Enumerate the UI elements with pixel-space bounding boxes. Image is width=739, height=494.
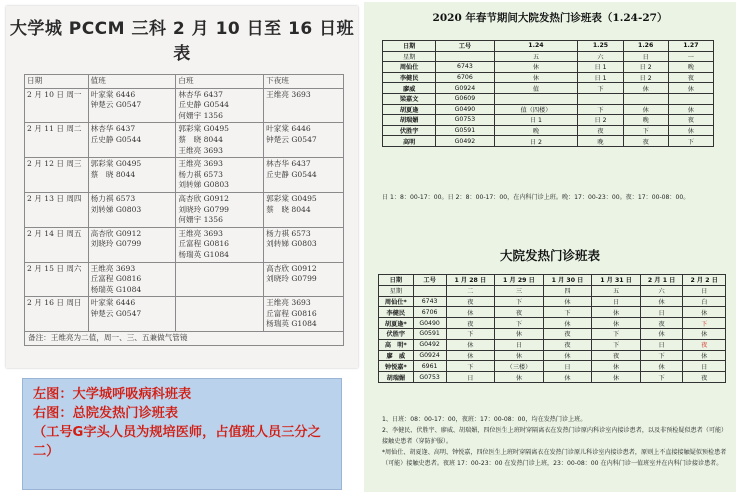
weekday-cell: 五 bbox=[592, 285, 641, 296]
shift-cell bbox=[668, 93, 713, 104]
header-cell: 2 月 2 日 bbox=[683, 275, 726, 286]
staff-id: 6743 bbox=[413, 296, 446, 307]
table-row bbox=[25, 123, 344, 158]
staff-entry: 王维亮 3693 bbox=[266, 89, 311, 99]
staff-entry: 郭彩棠 G0495 bbox=[178, 124, 229, 134]
header-cell: 1 月 31 日 bbox=[592, 275, 641, 286]
shift-cell: 夜 bbox=[495, 307, 544, 318]
left-schedule-photo bbox=[6, 6, 358, 368]
shift-cell: 休 bbox=[683, 307, 726, 318]
header-cell: 工号 bbox=[436, 41, 494, 52]
table-row bbox=[25, 158, 344, 193]
cell-night bbox=[264, 158, 344, 193]
table-row bbox=[379, 296, 726, 307]
shift-cell: 晚 bbox=[623, 115, 668, 126]
cell-duty bbox=[88, 262, 176, 297]
weekday-cell: 五 bbox=[494, 51, 578, 62]
cell-date: 2 月 13 日 周四 bbox=[25, 192, 89, 227]
shift-cell: 夜 bbox=[592, 350, 641, 361]
shift-time-note: 日 1：8：00-17：00。日 2：8：00-17：00，在内科门诊上班。晚：17：00-23：00。夜：17：00-08：00。 bbox=[382, 194, 690, 201]
shift-cell: 日 bbox=[640, 307, 683, 318]
shift-cell: 休 bbox=[495, 350, 544, 361]
table-row bbox=[379, 339, 726, 350]
staff-id: 6706 bbox=[436, 72, 494, 83]
shift-cell: 下 bbox=[668, 136, 713, 147]
table-body bbox=[383, 51, 714, 146]
staff-name: 胡瑞媚 bbox=[383, 115, 436, 126]
shift-cell: 日 2 bbox=[494, 136, 578, 147]
table-row bbox=[379, 372, 726, 383]
cell-day bbox=[176, 262, 264, 297]
staff-entry: 何姗宇 1356 bbox=[178, 215, 223, 225]
shift-cell: 日 1 bbox=[578, 62, 623, 73]
staff-entry: 高杏欣 G0912 bbox=[178, 193, 229, 203]
weekday-cell: 六 bbox=[578, 51, 623, 62]
shift-cell: 下 bbox=[578, 104, 623, 115]
staff-id: G0492 bbox=[436, 136, 494, 147]
shift-cell: 休 bbox=[494, 62, 578, 73]
shift-cell: 休 bbox=[668, 125, 713, 136]
cell-day bbox=[176, 297, 264, 332]
staff-entry: 王维亮 3693 bbox=[178, 228, 223, 238]
staff-entry: 钟楚云 G0547 bbox=[266, 134, 317, 144]
staff-entry: 杨瑞英 G1084 bbox=[90, 284, 142, 294]
shift-cell: 下 bbox=[623, 125, 668, 136]
shift-cell: 值 bbox=[494, 83, 578, 94]
staff-entry: 郭彩棠 G0495 bbox=[90, 159, 142, 169]
cell-duty bbox=[88, 297, 176, 332]
shift-cell: 休 bbox=[592, 372, 641, 383]
staff-entry: 叶家棠 6446 bbox=[90, 298, 136, 308]
note-line: 1、日班：08：00-17：00，夜班：17：00-08：00，均在发热门诊上班。 bbox=[382, 416, 587, 423]
staff-name: 周仙仕 bbox=[383, 62, 436, 73]
shift-cell: 值（四楼） bbox=[494, 104, 578, 115]
shift-cell: 休 bbox=[623, 104, 668, 115]
staff-id: G0924 bbox=[413, 350, 446, 361]
table-row bbox=[383, 62, 714, 73]
table-row bbox=[25, 192, 344, 227]
shift-cell: 夜 bbox=[446, 318, 495, 329]
staff-entry: 刘转娣 G0803 bbox=[90, 204, 142, 214]
staff-entry: 林杏华 6437 bbox=[266, 159, 311, 169]
weekday-cell bbox=[413, 285, 446, 296]
table-row bbox=[379, 307, 726, 318]
cell-duty bbox=[88, 192, 176, 227]
staff-id: G0609 bbox=[436, 93, 494, 104]
left-table-body bbox=[25, 88, 344, 345]
shift-cell: 下 bbox=[640, 372, 683, 383]
staff-entry: 王维亮 3693 bbox=[266, 298, 311, 308]
staff-name: 李健民 bbox=[383, 72, 436, 83]
cell-day bbox=[176, 88, 264, 123]
remark-cell: 备注：王维亮为二值，周一、三、五兼做气管镜 bbox=[25, 332, 344, 346]
staff-name: 胡夏逢* bbox=[379, 318, 414, 329]
shift-cell: 日 bbox=[640, 339, 683, 350]
staff-name: 伏胜宇 bbox=[379, 328, 414, 339]
fever-clinic-schedule-table bbox=[378, 274, 726, 383]
staff-name: 李健民 bbox=[379, 307, 414, 318]
shift-cell: 晚 bbox=[494, 125, 578, 136]
shift-cell: 休 bbox=[623, 83, 668, 94]
shift-cell: 休 bbox=[543, 318, 592, 329]
cell-night bbox=[264, 123, 344, 158]
header-cell: 1 月 28 日 bbox=[446, 275, 495, 286]
staff-entry: 丘史静 G0544 bbox=[178, 100, 229, 110]
shift-cell: 日 1 bbox=[494, 115, 578, 126]
staff-id: 6961 bbox=[413, 361, 446, 372]
staff-entry: 刘转娣 G0803 bbox=[178, 180, 229, 190]
staff-entry: 刘晓玲 G0799 bbox=[266, 274, 317, 284]
shift-cell: 日 bbox=[683, 361, 726, 372]
header-cell: 1.25 bbox=[578, 41, 623, 52]
weekday-row bbox=[383, 51, 714, 62]
staff-entry: 杨力祺 6573 bbox=[90, 193, 136, 203]
shift-cell: 休 bbox=[592, 307, 641, 318]
shift-cell: （三楼） bbox=[495, 361, 544, 372]
staff-id: G0924 bbox=[436, 83, 494, 94]
staff-entry: 高杏欣 G0912 bbox=[266, 263, 317, 273]
staff-entry: 杨力祺 6573 bbox=[178, 169, 223, 179]
shift-cell: 夜 bbox=[683, 372, 726, 383]
table-row bbox=[379, 318, 726, 329]
header-cell: 日期 bbox=[383, 41, 436, 52]
shift-cell: 休 bbox=[668, 104, 713, 115]
shift-cell: 下 bbox=[495, 318, 544, 329]
note-line: 2、李健民、伏胜宇、廖威、胡瑞媚，四位医生上班时穿隔离衣在发热门诊原内科诊室内接诊患者，以及非预检疑似患者（可能）接触史患者（穿防护服）。 bbox=[382, 427, 728, 445]
staff-entry: 钟楚云 G0547 bbox=[90, 308, 142, 318]
cell-night bbox=[264, 192, 344, 227]
staff-name: 廖 威 bbox=[379, 350, 414, 361]
staff-entry: 蔡 晓 8044 bbox=[266, 204, 311, 214]
staff-name: 周仙仕* bbox=[379, 296, 414, 307]
staff-entry: 叶家棠 6446 bbox=[90, 89, 136, 99]
shift-cell: 下 bbox=[446, 361, 495, 372]
shift-cell: 日 2 bbox=[623, 62, 668, 73]
weekday-cell: 星期 bbox=[379, 285, 414, 296]
shift-cell: 下 bbox=[495, 296, 544, 307]
staff-entry: 王维亮 3693 bbox=[90, 263, 136, 273]
shift-cell: 下 bbox=[592, 339, 641, 350]
table-row bbox=[383, 83, 714, 94]
header-cell: 工号 bbox=[413, 275, 446, 286]
staff-entry: 丘富程 G0816 bbox=[90, 274, 142, 284]
weekday-cell: 二 bbox=[446, 285, 495, 296]
cell-date: 2 月 16 日 周日 bbox=[25, 297, 89, 332]
cell-day bbox=[176, 123, 264, 158]
staff-entry: 何姗宇 1356 bbox=[178, 110, 223, 120]
shift-cell: 夜 bbox=[446, 296, 495, 307]
shift-cell: 休 bbox=[446, 307, 495, 318]
shift-cell: 下 bbox=[446, 328, 495, 339]
shift-cell: 休 bbox=[543, 296, 592, 307]
weekday-row bbox=[379, 285, 726, 296]
table-row bbox=[25, 88, 344, 123]
staff-name: 廖威 bbox=[383, 83, 436, 94]
cell-duty bbox=[88, 158, 176, 193]
table-row bbox=[383, 115, 714, 126]
staff-entry: 杨瑞英 G1084 bbox=[178, 249, 229, 259]
cell-night bbox=[264, 297, 344, 332]
shift-cell: 休 bbox=[668, 83, 713, 94]
shift-cell bbox=[494, 93, 578, 104]
shift-cell bbox=[623, 93, 668, 104]
header-cell: 1 月 30 日 bbox=[543, 275, 592, 286]
cell-date: 2 月 14 日 周五 bbox=[25, 227, 89, 262]
shift-cell: 夜 bbox=[668, 115, 713, 126]
shift-cell: 休 bbox=[495, 328, 544, 339]
weekday-cell: 六 bbox=[640, 285, 683, 296]
cell-night bbox=[264, 88, 344, 123]
shift-cell: 夜 bbox=[640, 318, 683, 329]
staff-name: 伏胜宇 bbox=[383, 125, 436, 136]
staff-entry: 叶家棠 6446 bbox=[266, 124, 311, 134]
weekday-cell: 四 bbox=[543, 285, 592, 296]
caption-right: 右图：总院发热门诊班表 bbox=[33, 406, 179, 421]
cell-duty bbox=[88, 227, 176, 262]
spring-festival-schedule-title: 2020 年春节期间大院发热门诊班表（1.24-27） bbox=[432, 12, 668, 24]
table-row bbox=[379, 350, 726, 361]
shift-cell: 晚 bbox=[578, 136, 623, 147]
table-row bbox=[25, 262, 344, 297]
header-day-shift: 白班 bbox=[176, 75, 264, 89]
staff-entry: 王维亮 3693 bbox=[178, 159, 223, 169]
left-schedule-title: 大学城 PCCM 三科 2 月 10 日至 16 日班表 bbox=[9, 19, 355, 64]
staff-entry: 丘史静 G0544 bbox=[266, 169, 317, 179]
shift-cell: 休 bbox=[543, 372, 592, 383]
table-row bbox=[383, 125, 714, 136]
note-line: *周仙仕、胡夏逢、高明、钟悦嘉，四位医生上班时穿隔离衣在发热门诊原儿科诊室内接诊患者，原则上不直接接触疑似预检患者（可能）接触史患者。夜班 17：00-23：00 在发热门诊上班，23：00-08：00 在内科门诊一值班室并在内科门诊接诊患者。 bbox=[382, 449, 727, 467]
shift-cell: 休 bbox=[446, 339, 495, 350]
header-cell: 1.27 bbox=[668, 41, 713, 52]
staff-name: 胡瑞媚 bbox=[379, 372, 414, 383]
staff-entry: 刘晓玲 G0799 bbox=[178, 204, 229, 214]
table-row bbox=[25, 297, 344, 332]
shift-cell: 休 bbox=[494, 72, 578, 83]
staff-entry: 蔡 晓 8044 bbox=[90, 169, 136, 179]
shift-cell: 休 bbox=[640, 361, 683, 372]
left-schedule-table bbox=[24, 74, 344, 346]
header-cell: 1.26 bbox=[623, 41, 668, 52]
table-row bbox=[383, 136, 714, 147]
shift-cell: 日 bbox=[592, 296, 641, 307]
table-row bbox=[383, 93, 714, 104]
table-row bbox=[383, 72, 714, 83]
staff-entry: 钟楚云 G0547 bbox=[90, 100, 142, 110]
staff-name: 胡夏逢 bbox=[383, 104, 436, 115]
staff-name: 高明 bbox=[383, 136, 436, 147]
staff-entry: 丘富程 G0816 bbox=[178, 239, 229, 249]
header-cell: 日期 bbox=[379, 275, 414, 286]
fever-clinic-schedule-title: 大院发热门诊班表 bbox=[499, 248, 600, 263]
shift-cell: 下 bbox=[543, 307, 592, 318]
shift-cell: 夜 bbox=[543, 328, 592, 339]
table-row-note bbox=[25, 332, 344, 346]
shift-cell: 日 1 bbox=[578, 72, 623, 83]
staff-entry: 刘转娣 G0803 bbox=[266, 239, 317, 249]
table-body bbox=[379, 285, 726, 382]
caption-left: 左图：大学城呼吸病科班表 bbox=[33, 387, 192, 402]
shift-cell: 夜 bbox=[683, 339, 726, 350]
cell-date: 2 月 11 日 周二 bbox=[25, 123, 89, 158]
staff-entry: 刘晓玲 G0799 bbox=[90, 239, 142, 249]
shift-cell: 下 bbox=[578, 83, 623, 94]
staff-entry: 丘史静 G0544 bbox=[90, 134, 142, 144]
shift-cell: 下 bbox=[592, 328, 641, 339]
staff-id: 6743 bbox=[436, 62, 494, 73]
shift-cell: 休 bbox=[592, 361, 641, 372]
shift-cell: 日 2 bbox=[623, 72, 668, 83]
staff-entry: 杨力祺 6573 bbox=[266, 228, 311, 238]
shift-cell: 夜 bbox=[543, 339, 592, 350]
staff-id: G0591 bbox=[436, 125, 494, 136]
table-row bbox=[383, 104, 714, 115]
staff-entry: 丘富程 G0816 bbox=[266, 308, 317, 318]
staff-entry: 林杏华 6437 bbox=[90, 124, 136, 134]
weekday-cell: 日 bbox=[623, 51, 668, 62]
staff-id: G0492 bbox=[413, 339, 446, 350]
weekday-cell: 日 bbox=[683, 285, 726, 296]
staff-entry: 王维亮 3693 bbox=[178, 145, 223, 155]
cell-date: 2 月 15 日 周六 bbox=[25, 262, 89, 297]
staff-entry: 蔡 晓 8044 bbox=[178, 134, 223, 144]
cell-night bbox=[264, 262, 344, 297]
table-row bbox=[379, 361, 726, 372]
shift-cell: 下 bbox=[640, 350, 683, 361]
weekday-cell: 一 bbox=[668, 51, 713, 62]
staff-name: 高 明* bbox=[379, 339, 414, 350]
staff-id: G0490 bbox=[436, 104, 494, 115]
shift-cell: 夜 bbox=[623, 136, 668, 147]
staff-id: G0753 bbox=[436, 115, 494, 126]
weekday-cell: 三 bbox=[495, 285, 544, 296]
table-row bbox=[379, 328, 726, 339]
header-night-off: 下夜班 bbox=[264, 75, 344, 89]
header-cell: 2 月 1 日 bbox=[640, 275, 683, 286]
weekday-cell: 星期 bbox=[383, 51, 436, 62]
shift-cell: 休 bbox=[543, 350, 592, 361]
staff-name: 钟悦嘉* bbox=[379, 361, 414, 372]
staff-id: G0753 bbox=[413, 372, 446, 383]
shift-cell: 白 bbox=[683, 296, 726, 307]
table-row bbox=[25, 227, 344, 262]
cell-date: 2 月 12 日 周三 bbox=[25, 158, 89, 193]
shift-cell: 夜 bbox=[578, 125, 623, 136]
staff-entry: 郭彩棠 G0495 bbox=[266, 193, 317, 203]
header-duty: 值班 bbox=[88, 75, 176, 89]
caption-box bbox=[22, 378, 342, 490]
table-header-row bbox=[379, 275, 726, 286]
cell-duty bbox=[88, 88, 176, 123]
shift-cell: 日 bbox=[446, 372, 495, 383]
caption-note: （工号G字头人员为规培医师，占值班人员三分之二） bbox=[33, 425, 321, 459]
shift-cell bbox=[578, 93, 623, 104]
cell-day bbox=[176, 192, 264, 227]
header-cell: 1 月 29 日 bbox=[495, 275, 544, 286]
staff-entry: 杨瑞英 G1084 bbox=[266, 319, 317, 329]
staff-name: 梁嘉文 bbox=[383, 93, 436, 104]
right-schedule-photo bbox=[364, 2, 736, 492]
staff-entry: 林杏华 6437 bbox=[178, 89, 223, 99]
table-header-row bbox=[25, 75, 344, 89]
shift-cell: 晚 bbox=[668, 62, 713, 73]
fever-clinic-notes bbox=[382, 414, 728, 469]
spring-festival-schedule-table bbox=[382, 40, 714, 147]
cell-day bbox=[176, 158, 264, 193]
cell-duty bbox=[88, 123, 176, 158]
cell-date: 2 月 10 日 周一 bbox=[25, 88, 89, 123]
shift-cell: 日 bbox=[495, 339, 544, 350]
staff-entry: 高杏欣 G0912 bbox=[90, 228, 142, 238]
shift-cell: 休 bbox=[495, 372, 544, 383]
cell-day bbox=[176, 227, 264, 262]
table-header-row bbox=[383, 41, 714, 52]
shift-cell: 休 bbox=[592, 318, 641, 329]
shift-cell: 休 bbox=[683, 328, 726, 339]
header-date: 日期 bbox=[25, 75, 89, 89]
staff-id: 6706 bbox=[413, 307, 446, 318]
shift-cell: 夜 bbox=[668, 72, 713, 83]
shift-cell: 休 bbox=[640, 328, 683, 339]
staff-id: G0490 bbox=[413, 318, 446, 329]
header-cell: 1.24 bbox=[494, 41, 578, 52]
shift-cell: 休 bbox=[683, 350, 726, 361]
shift-cell: 休 bbox=[640, 296, 683, 307]
shift-cell: 下 bbox=[683, 318, 726, 329]
weekday-cell bbox=[436, 51, 494, 62]
shift-cell: 日 2 bbox=[578, 115, 623, 126]
shift-cell: 休 bbox=[446, 350, 495, 361]
staff-id: G0591 bbox=[413, 328, 446, 339]
shift-cell: 日 bbox=[543, 361, 592, 372]
cell-night bbox=[264, 227, 344, 262]
